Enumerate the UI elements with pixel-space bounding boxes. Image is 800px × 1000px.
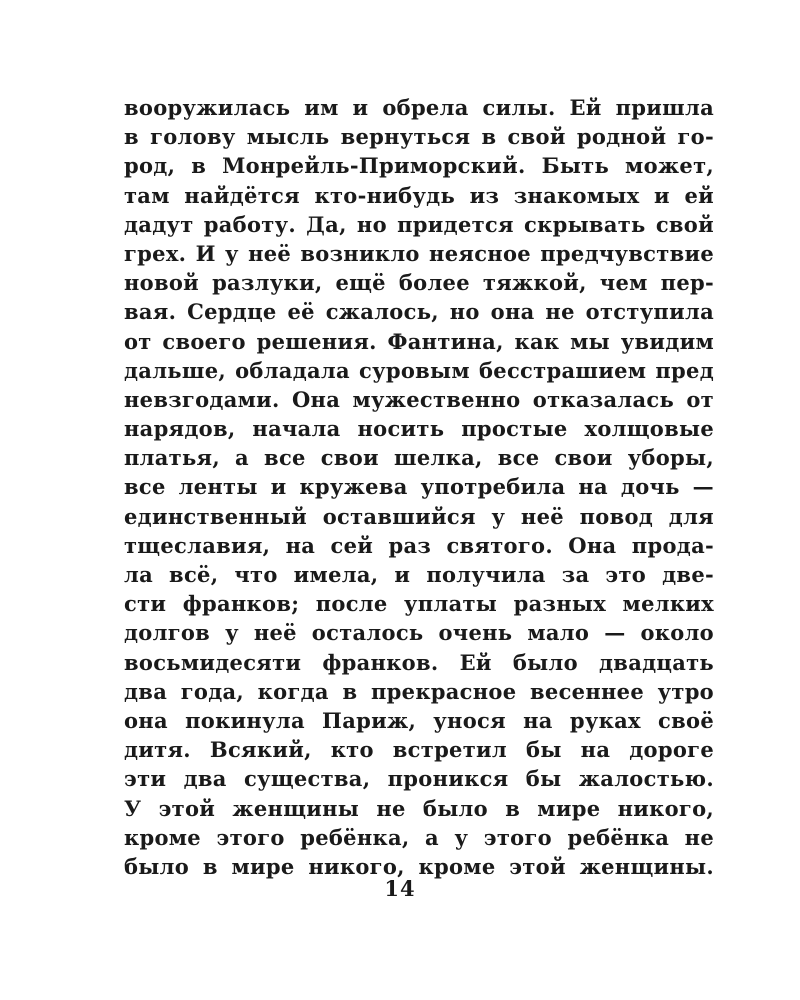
text-line: тщеславия, на сей раз святого. Она прода- [124, 532, 714, 558]
text-line: род, в Монрейль-Приморский. Быть может, [124, 153, 714, 179]
text-line: вая. Сердце её сжалось, но она не отступила [124, 299, 714, 325]
text-line: единственный оставшийся у неё повод для [124, 503, 714, 529]
text-line: сти франков; после уплаты разных мелких [124, 591, 714, 617]
body-text [124, 93, 714, 881]
text-line: ла всё, что имела, и получила за это две- [124, 562, 714, 587]
text-line: новой разлуки, ещё более тяжкой, чем пер- [124, 270, 714, 296]
text-line: было в мире никого, кроме этой женщины. [124, 853, 714, 879]
text-line: вооружилась им и обрела силы. Ей пришла [124, 95, 714, 120]
text-line: восьмидесяти франков. Ей было двадцать [124, 649, 714, 675]
text-line: она покинула Париж, унося на руках своё [124, 707, 714, 733]
text-line: все ленты и кружева употребила на дочь — [124, 474, 714, 500]
text-line: грех. И у неё возникло неясное предчувствие [124, 240, 714, 266]
text-line: там найдётся кто-нибудь из знакомых и ей [124, 182, 714, 208]
text-line: эти два существа, проникся бы жалостью. [124, 766, 714, 792]
text-line: дадут работу. Да, но придется скрывать свой [124, 211, 714, 237]
text-line: от своего решения. Фантина, как мы увидим [124, 328, 714, 354]
text-line: нарядов, начала носить простые холщовые [124, 416, 714, 442]
text-line: дальше, обладала суровым бесстрашием пред [124, 357, 714, 383]
text-line: два года, когда в прекрасное весеннее утро [124, 678, 714, 704]
text-line: платья, а все свои шелка, все свои уборы, [124, 445, 714, 471]
text-line: У этой женщины не было в мире никого, [124, 795, 714, 821]
text-line: невзгодами. Она мужественно отказалась от [124, 386, 714, 412]
text-line: дитя. Всякий, кто встретил бы на дороге [124, 737, 714, 763]
text-line: в голову мысль вернуться в свой родной го- [124, 124, 714, 150]
page-number: 14 [384, 876, 416, 901]
text-line: кроме этого ребёнка, а у этого ребёнка не [124, 824, 714, 850]
text-line: долгов у неё осталось очень мало — около [124, 620, 714, 646]
